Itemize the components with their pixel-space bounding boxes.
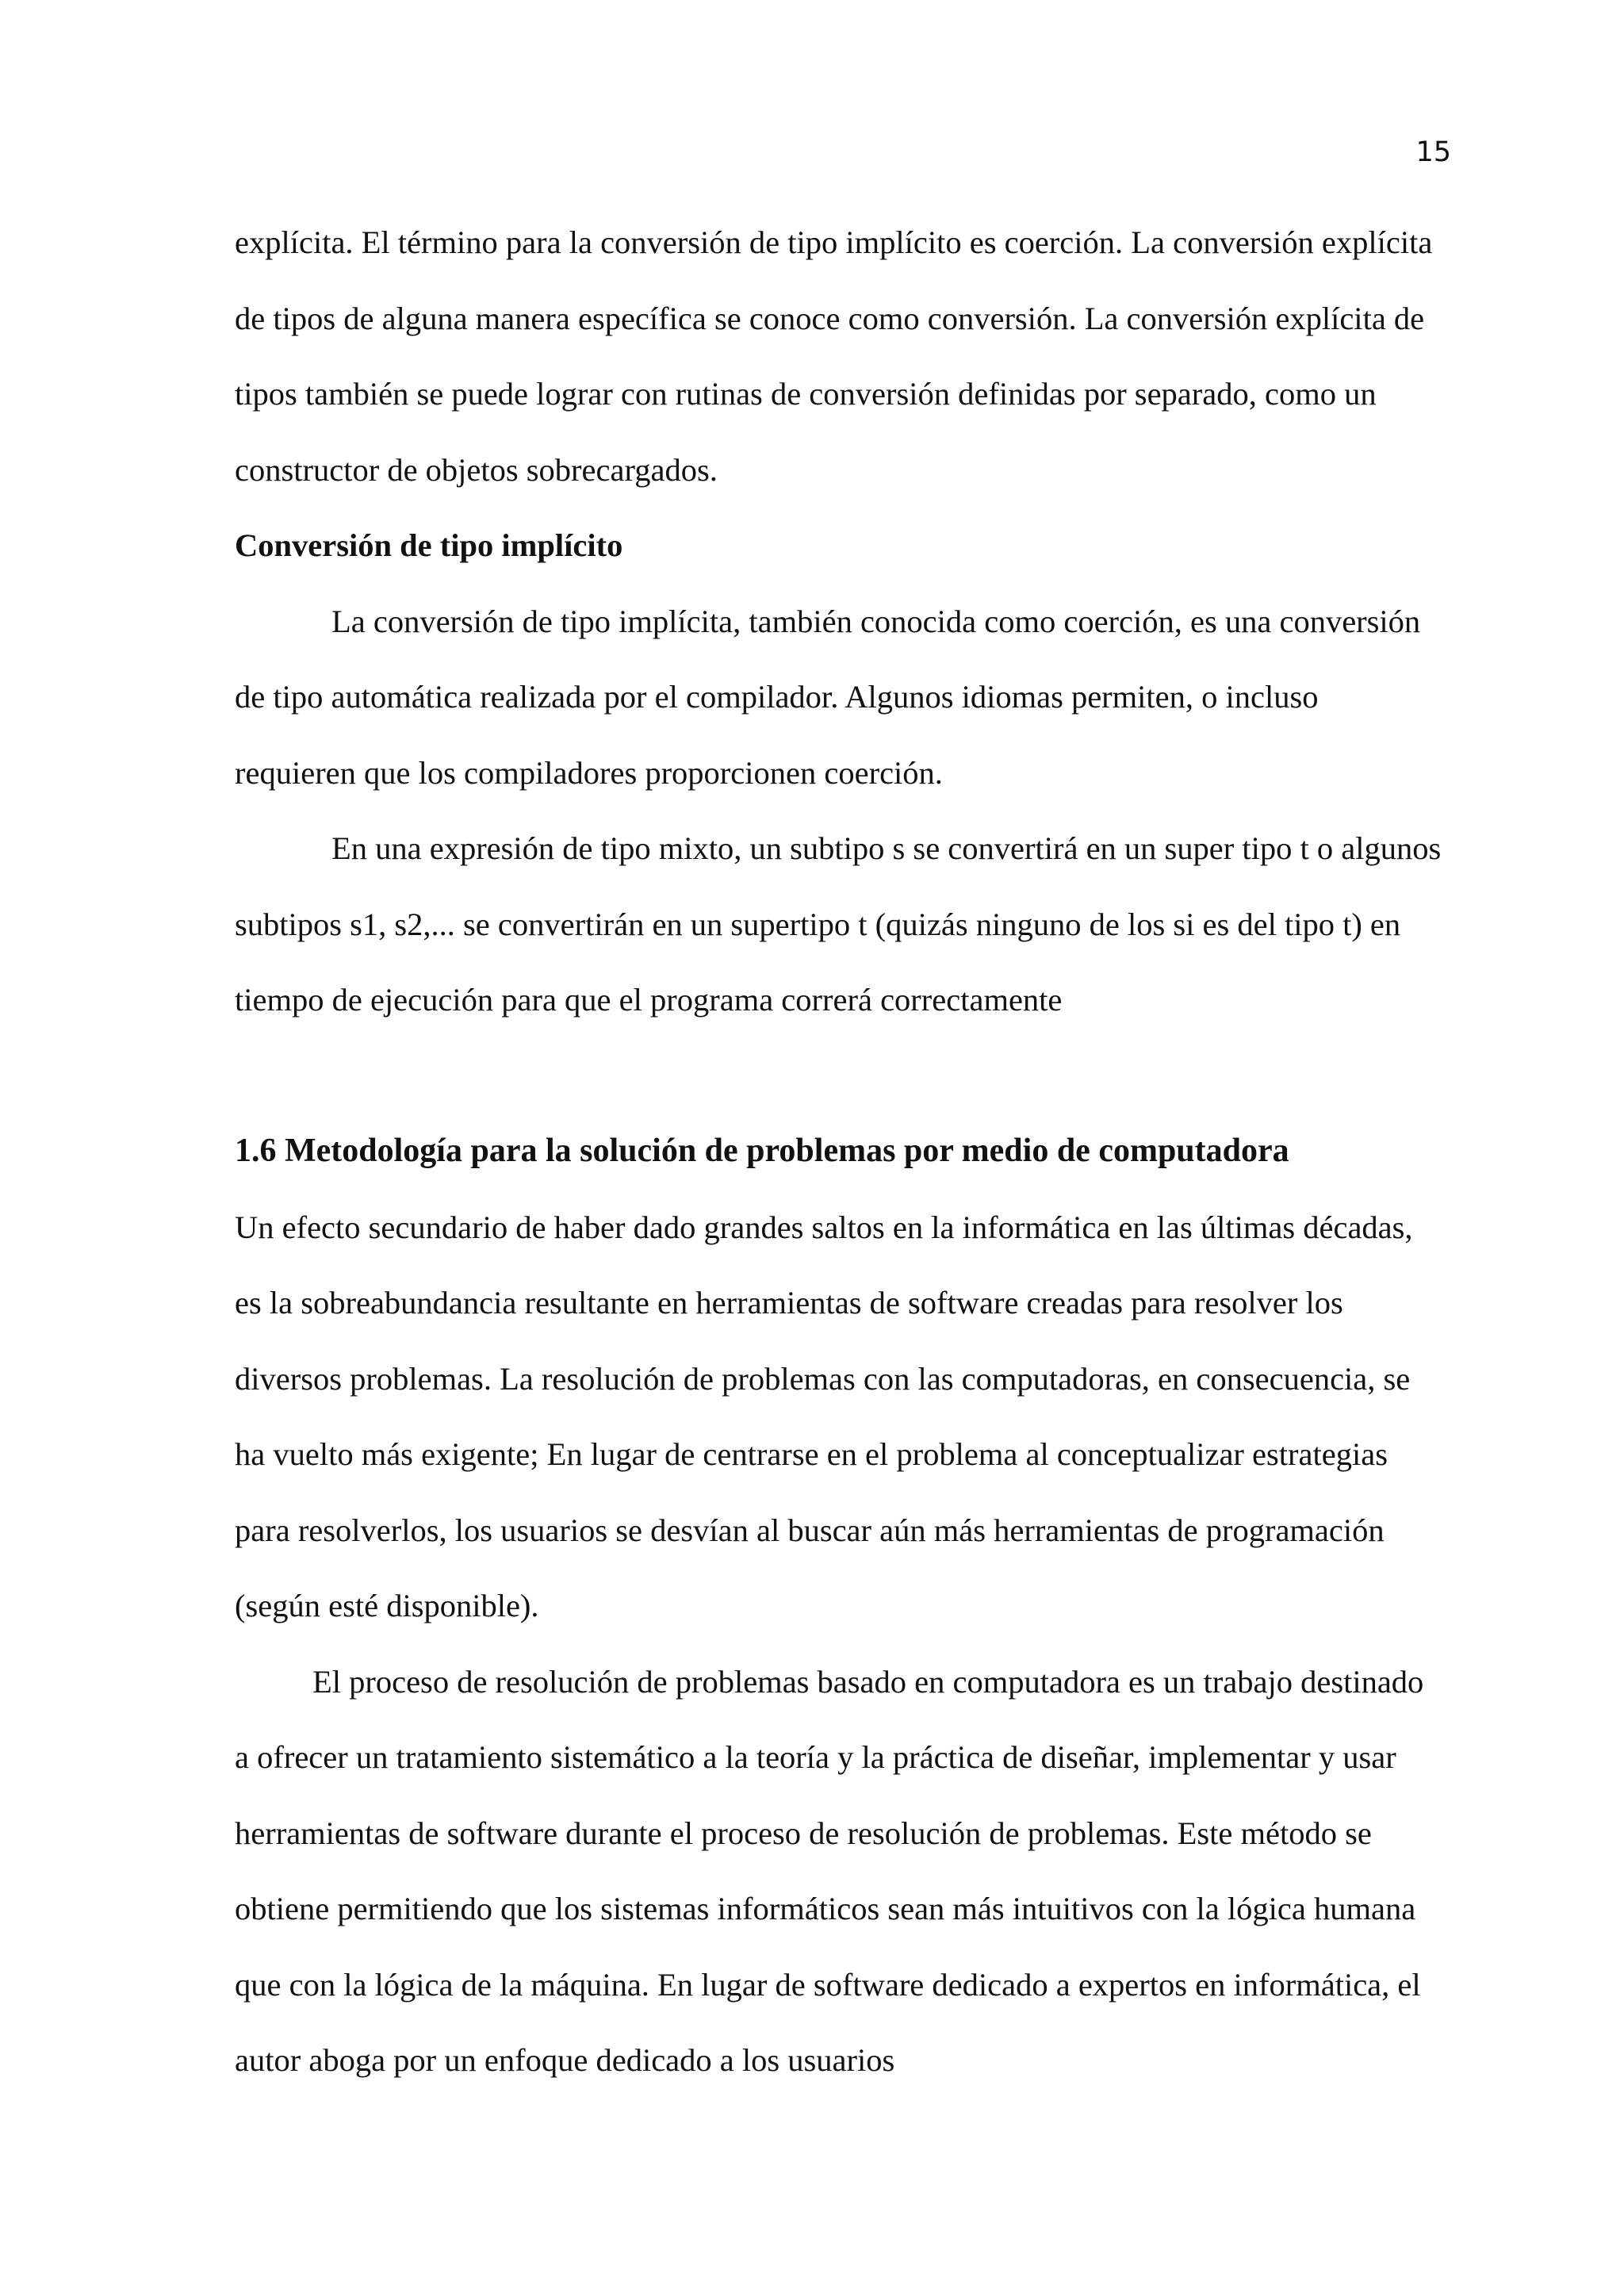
subheading-implicit-conversion: Conversión de tipo implícito	[235, 527, 623, 563]
paragraph-mixed-type-expression: En una expresión de tipo mixto, un subtipo s se convertirá en un super tipo t o algunos subtipos s1, s2,... se convertirán en un supertipo t (quizás ninguno de los si es del tipo t) en tiempo de ejecución para que el programa correrá correctamente	[235, 830, 1442, 1018]
paragraph-implicit-coercion: La conversión de tipo implícita, también conocida como coerción, es una conversión de tipo automática realizada por el compilador. Algunos idiomas permiten, o incluso requieren que los compiladores proporcionen coerción.	[235, 603, 1421, 791]
paragraph-explicit-conversion: explícita. El término para la conversión de tipo implícito es coerción. La conversión explícita de tipos de alguna manera específica se conoce como conversión. La conversión explícita de tipos también se puede lograr con rutinas de conversión definidas por separado, como un constructor de objetos sobrecargados.	[235, 224, 1433, 488]
document-body	[235, 205, 1445, 2099]
section-heading: 1.6 Metodología para la solución de problemas por medio de computadora	[235, 1133, 1289, 1169]
paragraph-side-effect: Un efecto secundario de haber dado grandes saltos en la informática en las últimas décadas, es la sobreabundancia resultante en herramientas de software creadas para resolver los diversos problemas. La resolución de problemas con las computadoras, en consecuencia, se ha vuelto más exigente; En lugar de centrarse en el problema al conceptualizar estrategias para resolverlos, los usuarios se desvían al buscar aún más herramientas de programación (según esté disponible).	[235, 1209, 1413, 1623]
paragraph-problem-solving-process: El proceso de resolución de problemas basado en computadora es un trabajo destinado a ofrecer un tratamiento sistemático a la teoría y la práctica de diseñar, implementar y usar herramientas de software durante el proceso de resolución de problemas. Este método se obtiene permitiendo que los sistemas informáticos sean más intuitivos con la lógica humana que con la lógica de la máquina. En lugar de software dedicado a expertos en informática, el autor aboga por un enfoque dedicado a los usuarios	[235, 1663, 1424, 2078]
page-number: 15	[1415, 136, 1451, 168]
